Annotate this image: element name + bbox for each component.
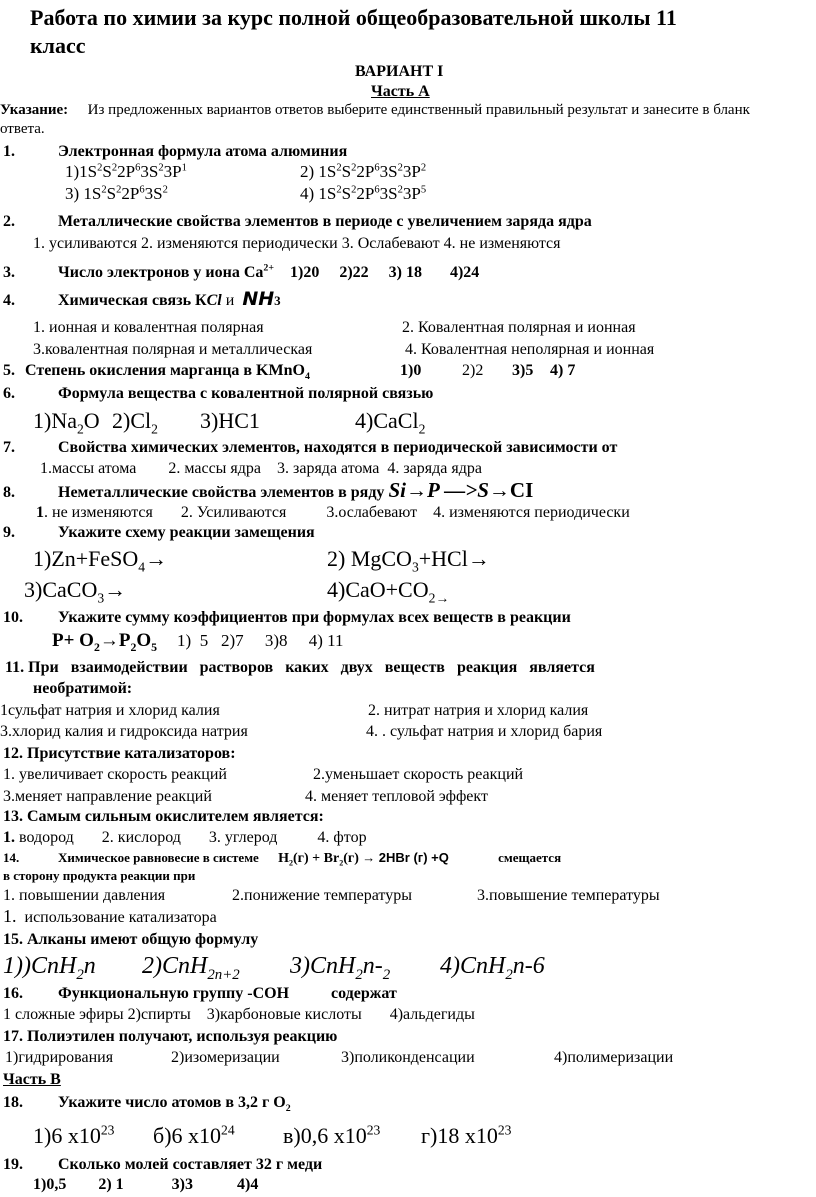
q10-equation (52, 631, 344, 652)
q5-a4: 4) 7 (550, 362, 576, 379)
q17-a3: 3)поликонденсации (341, 1049, 475, 1066)
q4-answer-1: 1. ионная и ковалентная полярная (33, 319, 264, 336)
subscript: 2 (151, 421, 158, 437)
q12-answer-3: 3.меняет направление реакций (3, 788, 212, 805)
q6-a1-end: O (83, 408, 100, 433)
answer-num: 1. (3, 829, 15, 846)
question-number: 18. (3, 1094, 23, 1111)
subscript: 2 (285, 1103, 291, 1115)
q16-answers: 1 сложные эфиры 2)спирты 3)карбоновые кислоты 4)альдегиды (3, 1006, 475, 1023)
q12-answer-1: 1. увеличивает скорость реакций (3, 766, 227, 783)
page-title-line2: класс (30, 33, 86, 58)
q6-a1 (33, 408, 100, 437)
question-5 (3, 362, 310, 383)
q15-answer-2: 2)CnH$_{2n+2}$ (142, 953, 240, 983)
charge: 2+ (263, 262, 274, 274)
q14-answer-2: 2.понижение температуры (232, 887, 412, 904)
question-text: Число электронов у иона Са (58, 264, 264, 281)
q10-answers: 1) 5 2)7 3)8 4) 11 (177, 631, 344, 650)
question-16 (3, 985, 397, 1003)
q5-a2: 2)2 (462, 362, 484, 379)
question-4 (3, 289, 281, 310)
q14-answer-1: 1. повышении давления (3, 887, 166, 904)
q6-a4-text: 4)CaCl (355, 408, 419, 433)
question-11 (5, 659, 595, 677)
element-series-end: CI (509, 478, 534, 502)
question-text: Укажите сумму коэффициентов при формулах всех веществ в реакции (58, 609, 571, 626)
q6-a4 (355, 408, 426, 437)
q5-a1: 1)0 (400, 362, 422, 379)
question-text-shift: смещается (498, 850, 562, 865)
q5-a3: 3)5 (512, 362, 534, 379)
question-3 (3, 264, 479, 282)
question-text: Укажите схему реакции замещения (58, 524, 315, 541)
question-number: 3. (3, 264, 15, 281)
part-b-heading: Часть В (3, 1071, 61, 1088)
q6-a3: 3)HC1 (200, 408, 260, 433)
q9-answer-3: 3)CaCO$_3$→ (24, 577, 127, 606)
question-number: 14. (3, 850, 20, 865)
question-6 (3, 385, 433, 403)
q6-a1-text: 1)Na (33, 408, 77, 433)
element-series: Si→P —>S→ (388, 478, 510, 502)
q18-answer-1: 1)6 $x10^{23}$ (33, 1122, 115, 1148)
part-a-heading: Часть А (371, 83, 430, 100)
variant-heading: ВАРИАНТ I (355, 63, 444, 80)
question-text: Химическая связь К (58, 292, 207, 309)
question-text: При взаимодействии растворов каких двух веществ реакция является (28, 659, 595, 676)
question-number: 5. (3, 362, 15, 379)
question-text: Формула вещества с ковалентной полярной связью (58, 385, 434, 402)
instruction (0, 102, 750, 119)
q9-answer-1: 1)Zn+FeSO$_4$→ (33, 546, 168, 575)
question-13 (3, 808, 324, 826)
question-12 (3, 745, 236, 763)
question-7 (3, 439, 617, 457)
equation-h: H (278, 851, 289, 866)
question-number: 15. (3, 931, 23, 948)
q1-answer-2: 2) $1S^2S^22P^63S^23P^2$ (300, 162, 427, 181)
subscript: 4 (304, 371, 310, 383)
question-number: 12. (3, 745, 23, 762)
q19-answers: 1)0,5 2) 1 3)3 4)4 (33, 1176, 259, 1193)
q17-a4: 4)полимеризации (554, 1049, 674, 1066)
q11-answer-2: 2. нитрат натрия и хлорид калия (368, 702, 589, 719)
question-number: 17. (3, 1028, 23, 1045)
q15-answer-4: 4)CnH$_2$n-6 (440, 953, 545, 983)
question-text: Химическое равновесие в системе (58, 850, 259, 865)
question-9 (3, 524, 315, 542)
q14-answer-4 (3, 907, 217, 927)
q17-a1: 1)гидрирования (5, 1049, 114, 1066)
question-text: Алканы имеют общую формулу (27, 931, 259, 948)
q15-answer-3: $3)CnH_2n-_2$ (290, 953, 391, 983)
question-14-cont: в сторону продукта реакции при (3, 868, 196, 883)
answer-text: использование катализатора (16, 909, 217, 926)
question-number: 8. (3, 484, 15, 501)
conjunction: и (221, 292, 239, 309)
q6-a2-text: 2)Cl (112, 408, 152, 433)
question-15 (3, 931, 258, 949)
q7-answers: 1.массы атома 2. массы ядра 3. заряда атома 4. заряда ядра (40, 460, 482, 477)
question-18 (3, 1094, 291, 1115)
q18-answer-4: г)18 $x10^{23}$ (421, 1122, 512, 1148)
q1-answer-4: 4) $1S^2S^22P^63S^23P^5$ (300, 184, 427, 203)
page-title: Работа по химии за курс полной общеобразовательной школы 11 (30, 5, 677, 30)
q9-answer-2: 2) MgCO$_3$+HCl→ (327, 546, 490, 575)
q12-answer-2: 2.уменьшает скорость реакций (313, 766, 524, 783)
q4-answer-2: 2. Ковалентная полярная и ионная (402, 319, 636, 336)
question-text: Укажите число атомов в 3,2 г О (58, 1094, 286, 1111)
question-text: Полиэтилен получают, используя реакцию (27, 1028, 338, 1045)
question-text: Электронная формула атома алюминия (58, 143, 348, 160)
question-11-cont: необратимой: (33, 680, 133, 697)
question-19 (3, 1156, 322, 1174)
q10-formula: $P+ O_2\to P_2O_5$ (52, 630, 158, 654)
question-text-end: содержат (331, 985, 397, 1002)
question-number: 4. (3, 292, 15, 309)
question-text: Металлические свойства элементов в периоде с увеличением заряда ядра (58, 213, 592, 230)
instruction-text: Из предложенных вариантов ответов выберите единственный правильный результат и занесите в бланк (87, 102, 750, 118)
answer-text: водород 2. кислород 3. углерод 4. фтор (15, 829, 367, 846)
q9-answer-4: $4)CaO+CO_{2\to}$ (327, 577, 450, 606)
formula-cl: Cl (206, 292, 222, 309)
question-14: 14. Химическое равновесие в системе $H_2(г) + Br_2(г) \to 2HBr$ (г) +Q смещается (3, 850, 562, 868)
answer-text: . не изменяются 2. Усиливаются 3.ослабевают 4. изменяются периодически (44, 504, 630, 521)
question-number: 7. (3, 439, 15, 456)
instruction-label: Указание: (0, 102, 69, 118)
q15-answer-1: 1))CnH$_2$n (3, 953, 96, 983)
question-number: 13. (3, 808, 23, 825)
question-number: 6. (3, 385, 15, 402)
subscript: 2 (418, 421, 426, 437)
question-number: 16. (3, 985, 23, 1002)
question-text: Сколько молей составляет 32 г меди (58, 1156, 323, 1173)
q2-answers: 1. усиливаются 2. изменяются периодически 3. Ослабевают 4. не изменяются (33, 235, 561, 252)
question-8 (3, 479, 533, 502)
question-text: Самым сильным окислителем является: (27, 808, 324, 825)
q14-answer-3: 3.повышение температуры (477, 887, 660, 904)
instruction-cont: ответа. (0, 121, 45, 137)
question-text: Функциональную группу -СОН (58, 985, 290, 1002)
q11-answer-3: 3.хлорид калия и гидроксида натрия (0, 723, 248, 740)
q1-answer-1: $1)1S^2S^22P^63S^23P^1$ (65, 162, 187, 181)
q17-a2: 2)изомеризации (171, 1049, 280, 1066)
question-number: 11. (5, 659, 25, 676)
q18-answer-2: б)6 $x10^{24}$ (153, 1122, 235, 1148)
q13-answers (3, 829, 367, 847)
subscript: 2 (76, 421, 84, 437)
question-2 (3, 213, 592, 231)
q18-answer-3: в)0,6 $x10^{23}$ (283, 1122, 381, 1148)
q1-answer-3: 3) $1S^2S^22P^63S^2$ (65, 184, 168, 203)
question-text: Свойства химических элементов, находятся в периодической зависимости от (58, 439, 618, 456)
formula-nh: NH (242, 288, 275, 310)
q11-answer-1: 1сульфат натрия и хлорид калия (0, 702, 220, 719)
q8-answers (36, 504, 630, 522)
equation-product: → 2HBr (г) +Q (362, 850, 449, 865)
question-number: 2. (3, 213, 15, 230)
answer-num: 1 (36, 504, 44, 521)
question-1 (3, 143, 347, 161)
q3-answers: 1)20 2)22 3) 18 4)24 (273, 264, 480, 281)
equation-g: (г) (343, 851, 359, 866)
question-text: Степень окисления марганца в KMnO (25, 362, 305, 379)
question-number: 9. (3, 524, 15, 541)
q12-answer-4: 4. меняет тепловой эффект (305, 788, 488, 805)
q4-answer-4: 4. Ковалентная неполярная и ионная (405, 341, 655, 358)
question-number: 10. (3, 609, 23, 626)
answer-num: 1. (3, 906, 17, 926)
q11-answer-4: 4. . сульфат натрия и хлорид бария (366, 723, 603, 740)
question-number: 1. (3, 143, 15, 160)
equation-br: (г) + Br (293, 851, 340, 866)
q6-a2 (112, 408, 158, 437)
question-number: 19. (3, 1156, 23, 1173)
question-text: Присутствие катализаторов: (27, 745, 236, 762)
question-17 (3, 1028, 337, 1046)
question-text: Неметаллические свойства элементов в ряду (58, 484, 385, 501)
q4-answer-3: 3.ковалентная полярная и металлическая (33, 341, 313, 358)
question-10 (3, 609, 571, 627)
formula-nh-index: 3 (274, 293, 281, 308)
